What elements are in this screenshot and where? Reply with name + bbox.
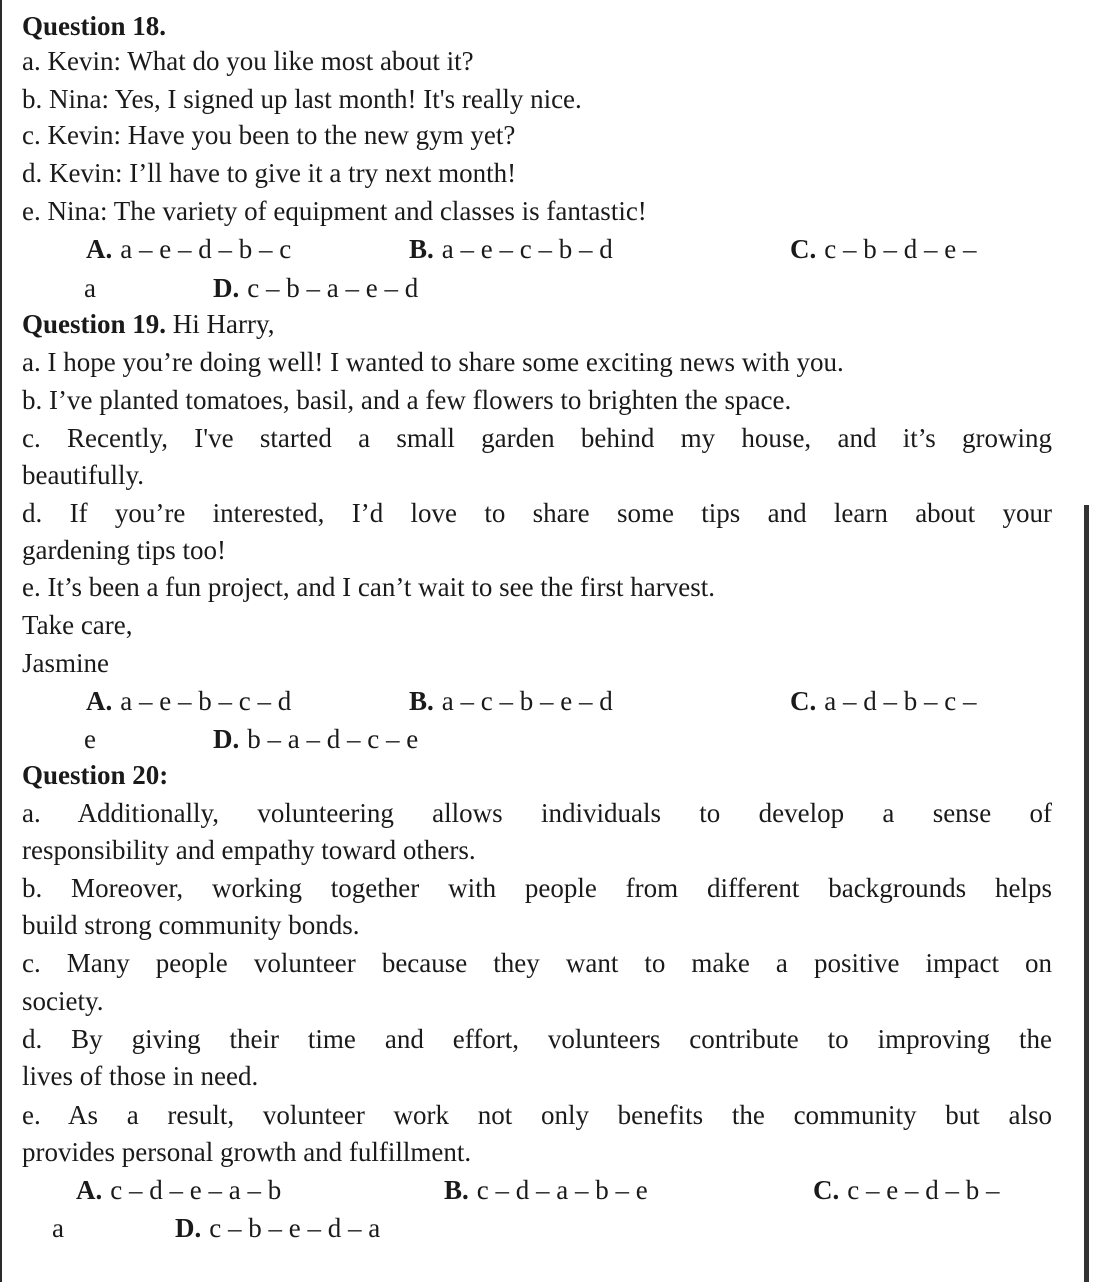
- q18-option-c[interactable]: [790, 231, 976, 268]
- option-text: c – d – e – a – b: [110, 1175, 282, 1205]
- option-letter: A.: [86, 686, 113, 716]
- q20-line-a: a. Additionally, volunteering allows individuals to develop a sense of: [22, 798, 1052, 828]
- q18-option-b[interactable]: [409, 231, 613, 268]
- option-letter: A.: [76, 1175, 103, 1205]
- q18-line-c: c. Kevin: Have you been to the new gym yet?: [22, 120, 516, 150]
- q20-option-c-continued: [52, 1210, 64, 1247]
- option-text: c – d – a – b – e: [476, 1175, 648, 1205]
- letter-signature: Jasmine: [22, 648, 109, 678]
- option-text: b – a – d – c – e: [247, 724, 419, 754]
- option-text: c – e – d – b –: [847, 1175, 1000, 1205]
- option-text: e: [84, 724, 96, 754]
- q18-line-d: d. Kevin: I’ll have to give it a try next month!: [22, 158, 517, 188]
- option-letter: A.: [86, 234, 113, 264]
- option-text: c – b – d – e –: [824, 234, 977, 264]
- q18-line-b: b. Nina: Yes, I signed up last month! It's really nice.: [22, 84, 582, 114]
- q20-line-a-continued: responsibility and empathy toward others.: [22, 835, 476, 865]
- q19-option-b[interactable]: [409, 683, 613, 720]
- option-text: a – d – b – c –: [824, 686, 977, 716]
- q20-line-e: e. As a result, volunteer work not only benefits the community but also: [22, 1100, 1052, 1130]
- q19-line-a: a. I hope you’re doing well! I wanted to share some exciting news with you.: [22, 347, 844, 377]
- q18-line-a: a. Kevin: What do you like most about it?: [22, 46, 474, 76]
- option-letter: D.: [175, 1213, 202, 1243]
- question-20-title: Question 20:: [22, 760, 169, 790]
- letter-closing: Take care,: [22, 610, 133, 640]
- question-19-title: [22, 306, 1052, 343]
- option-letter: D.: [213, 273, 240, 303]
- option-text: c – b – e – d – a: [209, 1213, 381, 1243]
- question-19-label: Question 19.: [22, 309, 167, 339]
- q19-line-c-continued: beautifully.: [22, 460, 144, 490]
- q20-line-b: b. Moreover, working together with people from different backgrounds helps: [22, 873, 1052, 903]
- q18-line-e: e. Nina: The variety of equipment and classes is fantastic!: [22, 196, 647, 226]
- option-letter: C.: [790, 234, 817, 264]
- page-right-rule: [1084, 505, 1089, 1282]
- q20-line-c: c. Many people volunteer because they want to make a positive impact on: [22, 948, 1052, 978]
- q20-line-d: d. By giving their time and effort, volunteers contribute to improving the: [22, 1024, 1052, 1054]
- q20-option-a[interactable]: [76, 1172, 281, 1209]
- q19-option-a[interactable]: [86, 683, 291, 720]
- q19-line-d: d. If you’re interested, I’d love to share some tips and learn about your: [22, 498, 1052, 528]
- option-letter: C.: [813, 1175, 840, 1205]
- q20-option-b[interactable]: [444, 1172, 648, 1209]
- option-text: a – e – c – b – d: [441, 234, 613, 264]
- option-text: a – c – b – e – d: [441, 686, 613, 716]
- q18-option-c-continued: [84, 270, 96, 307]
- q19-line-e: e. It’s been a fun project, and I can’t wait to see the first harvest.: [22, 572, 715, 602]
- q19-option-d[interactable]: [213, 721, 418, 758]
- option-text: a: [52, 1213, 64, 1243]
- option-letter: B.: [444, 1175, 469, 1205]
- q19-option-c-continued: [84, 721, 96, 758]
- option-letter: B.: [409, 686, 434, 716]
- option-letter: D.: [213, 724, 240, 754]
- option-letter: B.: [409, 234, 434, 264]
- letter-greeting: Hi Harry,: [172, 309, 275, 339]
- option-text: a – e – b – c – d: [120, 686, 292, 716]
- q18-option-a[interactable]: [86, 231, 291, 268]
- q19-option-c[interactable]: [790, 683, 976, 720]
- q20-option-d[interactable]: [175, 1210, 380, 1247]
- q20-line-b-continued: build strong community bonds.: [22, 910, 360, 940]
- q20-line-c-continued: society.: [22, 986, 104, 1016]
- option-text: a: [84, 273, 96, 303]
- page-left-border: [0, 0, 2, 1282]
- q20-line-d-continued: lives of those in need.: [22, 1061, 259, 1091]
- q19-line-c: c. Recently, I've started a small garden behind my house, and it’s growing: [22, 423, 1052, 453]
- q20-line-e-continued: provides personal growth and fulfillment.: [22, 1137, 472, 1167]
- option-text: c – b – a – e – d: [247, 273, 419, 303]
- q18-option-d[interactable]: [213, 270, 418, 307]
- option-letter: C.: [790, 686, 817, 716]
- question-18-title: Question 18.: [22, 11, 167, 41]
- q19-line-d-continued: gardening tips too!: [22, 535, 226, 565]
- q20-option-c[interactable]: [813, 1172, 999, 1209]
- option-text: a – e – d – b – c: [120, 234, 292, 264]
- q19-line-b: b. I’ve planted tomatoes, basil, and a few flowers to brighten the space.: [22, 385, 792, 415]
